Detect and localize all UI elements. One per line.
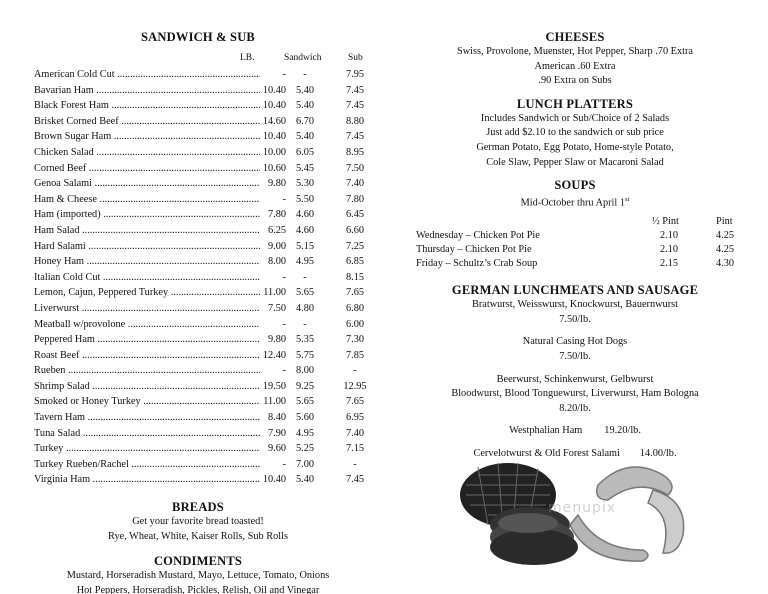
item-name: Genoa Salami ..... — [34, 176, 260, 192]
item-lb-price: 14.60 — [260, 114, 286, 130]
soup-name: Wednesday – Chicken Pot Pie — [416, 230, 540, 242]
item-lb-price: 12.40 — [260, 348, 286, 364]
item-sandwich-price: 4.60 — [295, 209, 315, 221]
item-sub-price: 6.45 — [345, 209, 365, 221]
soup-half-price: 2.15 — [660, 258, 679, 270]
cheeses-line: .90 Extra on Subs — [538, 75, 612, 87]
platters-line: Includes Sandwich or Sub/Choice of 2 Salads — [480, 112, 670, 124]
condiments-heading: CONDIMENTS — [153, 554, 243, 569]
item-name: Bavarian Ham ..... — [34, 83, 260, 99]
soup-row — [402, 229, 748, 243]
item-sandwich-price: - — [303, 69, 307, 80]
item-sub-price: 6.60 — [345, 224, 365, 236]
item-name: Ham (imported) ..... — [34, 207, 260, 223]
german-line: Bratwurst, Weisswurst, Knockwurst, Bauernwurst — [471, 299, 679, 311]
soups-season-text: Mid-October thru April 1 — [520, 197, 626, 209]
sandwich-row — [30, 394, 366, 410]
german-price: 8.20/lb. — [559, 402, 591, 414]
item-name: Ham & Cheese ..... — [34, 192, 260, 208]
item-name: Roast Beef ..... — [34, 348, 260, 364]
item-name: Liverwurst ..... — [34, 301, 260, 317]
sandwich-row — [30, 348, 366, 364]
westphalian-price: 19.20/lb. — [604, 425, 641, 437]
item-sandwich-price: 5.40 — [295, 131, 315, 143]
sandwich-row — [30, 457, 366, 473]
item-name: Virginia Ham ..... — [34, 472, 260, 488]
item-name: Honey Ham ..... — [34, 254, 260, 270]
col-lb-label: LB. — [240, 53, 255, 63]
item-name: American Cold Cut ..... — [34, 67, 260, 83]
item-sandwich-price: 5.30 — [295, 178, 315, 190]
item-sub-price: 7.45 — [345, 100, 365, 112]
item-sub-price: 7.45 — [345, 474, 365, 486]
item-name: Italian Cold Cut ..... — [34, 270, 260, 286]
sandwich-row — [30, 114, 366, 130]
soup-name: Thursday – Chicken Pot Pie — [416, 244, 532, 256]
breads-line: Get your favorite bread toasted! — [132, 516, 264, 528]
sandwich-row — [30, 363, 366, 379]
item-lb-price: 8.40 — [260, 410, 286, 426]
item-sandwich-price: 8.00 — [295, 365, 315, 377]
item-name: Lemon, Cajun, Peppered Turkey ..... — [34, 285, 260, 301]
item-sandwich-price: 4.60 — [295, 224, 315, 236]
item-sandwich-price: 5.40 — [295, 84, 315, 96]
item-lb-price: 19.50 — [260, 379, 286, 395]
item-sub-price: 6.00 — [345, 318, 365, 330]
right-column — [402, 30, 748, 462]
item-name: Peppered Ham ..... — [34, 332, 260, 348]
item-sub-price: 8.15 — [345, 271, 365, 283]
sandwich-row — [30, 145, 366, 161]
item-name: Brown Sugar Ham ..... — [34, 129, 260, 145]
item-sandwich-price: 5.65 — [295, 287, 315, 299]
item-lb-price: - — [260, 317, 286, 333]
item-name: Chicken Salad ..... — [34, 145, 260, 161]
item-sub-price: 8.95 — [345, 146, 365, 158]
item-lb-price: - — [260, 457, 286, 473]
item-sub-price: 7.30 — [345, 334, 365, 346]
item-sub-price: 7.85 — [345, 349, 365, 361]
item-sandwich-price: - — [303, 318, 307, 330]
item-lb-price: 9.80 — [260, 332, 286, 348]
soup-pint-price: 4.25 — [716, 230, 735, 242]
item-sandwich-price: 5.35 — [295, 334, 315, 346]
item-sandwich-price: 5.60 — [295, 412, 315, 424]
item-sandwich-price: 6.05 — [295, 146, 315, 158]
item-sandwich-price: 5.65 — [295, 396, 315, 408]
item-sandwich-price: 5.45 — [295, 162, 315, 174]
german-heading: GERMAN LUNCHMEATS AND SAUSAGE — [451, 283, 699, 298]
item-name: Corned Beef ..... — [34, 161, 260, 177]
sandwich-row — [30, 332, 366, 348]
item-name: Turkey Rueben/Rachel ..... — [34, 457, 260, 473]
item-lb-price: 10.40 — [260, 472, 286, 488]
sandwich-sub-heading: SANDWICH & SUB — [141, 30, 255, 44]
item-sub-price: 7.45 — [345, 131, 365, 143]
sandwich-row — [30, 223, 366, 239]
soup-row — [402, 243, 748, 257]
cheeses-line: Swiss, Provolone, Muenster, Hot Pepper, Sharp .70 Extra — [457, 46, 693, 57]
item-name: Tavern Ham ..... — [34, 410, 260, 426]
item-lb-price: 10.00 — [260, 145, 286, 161]
item-sub-price: 7.65 — [345, 287, 365, 299]
item-sandwich-price: 5.75 — [295, 349, 315, 361]
soup-name: Friday – Schultz’s Crab Soup — [416, 258, 538, 270]
item-lb-price: 10.40 — [260, 129, 286, 145]
sandwich-row — [30, 285, 366, 301]
sandwich-row — [30, 83, 366, 99]
item-sandwich-price: 5.40 — [295, 474, 315, 486]
item-sandwich-price: 5.25 — [295, 443, 315, 455]
sandwich-row — [30, 192, 366, 208]
item-name: Ham Salad ..... — [34, 223, 260, 239]
item-sub-price: 7.80 — [345, 193, 365, 205]
item-sub-price: 7.45 — [345, 84, 365, 96]
col-pint-label: Pint — [716, 216, 733, 228]
item-sub-price: - — [353, 365, 357, 377]
sandwich-row — [30, 441, 366, 457]
cervelotwurst-price: 14.00/lb. — [639, 447, 677, 459]
sandwich-row — [30, 410, 366, 426]
sandwich-row — [30, 207, 366, 223]
item-sandwich-price: 6.70 — [295, 115, 315, 127]
item-sandwich-price: 7.00 — [295, 458, 315, 470]
sandwich-row — [30, 129, 366, 145]
breads-line: Rye, Wheat, White, Kaiser Rolls, Sub Rolls — [108, 530, 288, 542]
item-sub-price: 7.65 — [345, 396, 365, 408]
item-sub-price: 7.50 — [345, 162, 365, 174]
item-sub-price: 6.95 — [345, 412, 365, 424]
soup-pint-price: 4.30 — [716, 258, 735, 270]
item-lb-price: 11.00 — [260, 285, 286, 301]
item-sub-price: - — [353, 458, 357, 470]
sandwich-row — [30, 254, 366, 270]
item-sub-price: 6.80 — [345, 302, 365, 314]
item-sandwich-price: 5.50 — [295, 193, 315, 205]
soups-heading: SOUPS — [554, 178, 596, 193]
sandwich-row — [30, 176, 366, 192]
item-lb-price: 10.40 — [260, 98, 286, 114]
soup-half-price: 2.10 — [660, 230, 679, 242]
cervelotwurst-name: Cervelotwurst & Old Forest Salami — [473, 447, 620, 459]
platters-line: German Potato, Egg Potato, Home-style Potato, — [476, 141, 674, 153]
soups-table — [402, 229, 748, 271]
sandwich-table-header — [30, 53, 366, 67]
condiments-line: Hot Peppers, Horseradish, Pickles, Relish, Oil and Vinegar — [76, 584, 320, 594]
soup-pint-price: 4.25 — [716, 244, 735, 256]
sandwich-row — [30, 161, 366, 177]
sandwich-row — [30, 67, 366, 83]
soups-season-suffix: st — [625, 196, 630, 204]
soups-season — [402, 193, 748, 211]
soup-half-price: 2.10 — [660, 244, 679, 256]
col-sub-label: Sub — [348, 53, 363, 63]
westphalian-line — [402, 424, 748, 439]
item-sandwich-price: 4.95 — [295, 427, 315, 439]
item-lb-price: 9.60 — [260, 441, 286, 457]
item-lb-price: 9.00 — [260, 239, 286, 255]
soup-row — [402, 257, 748, 271]
german-line: Natural Casing Hot Dogs — [522, 336, 628, 348]
item-sub-price: 12.95 — [343, 380, 367, 392]
item-lb-price: 10.60 — [260, 161, 286, 177]
item-sub-price: 7.40 — [345, 178, 365, 190]
item-lb-price: 7.80 — [260, 207, 286, 223]
sandwich-row — [30, 426, 366, 442]
item-sandwich-price: 5.40 — [295, 100, 315, 112]
item-lb-price: 8.00 — [260, 254, 286, 270]
sandwich-row — [30, 98, 366, 114]
item-lb-price: - — [260, 192, 286, 208]
item-sub-price: 8.80 — [345, 115, 365, 127]
item-lb-price: 7.50 — [260, 301, 286, 317]
westphalian-name: Westphalian Ham — [509, 425, 583, 437]
sandwich-row — [30, 317, 366, 333]
item-name: Shrimp Salad ..... — [34, 379, 260, 395]
item-lb-price: - — [260, 67, 286, 83]
item-name: Rueben ..... — [34, 363, 260, 379]
watermark-text: menupix — [548, 500, 617, 516]
item-sandwich-price: 4.80 — [295, 302, 315, 314]
soups-table-header — [402, 215, 748, 229]
sandwich-row — [30, 270, 366, 286]
german-price: 7.50/lb. — [559, 350, 591, 362]
sandwich-table — [30, 67, 366, 488]
item-name: Smoked or Honey Turkey ..... — [34, 394, 260, 410]
item-lb-price: - — [260, 270, 286, 286]
left-column — [30, 30, 366, 594]
col-sandwich-label: Sandwich — [284, 53, 322, 63]
item-sandwich-price: 5.15 — [295, 240, 315, 252]
item-lb-price: - — [260, 363, 286, 379]
item-sandwich-price: 4.95 — [295, 256, 315, 268]
col-half-pint-label: ½ Pint — [652, 216, 679, 228]
item-lb-price: 10.40 — [260, 83, 286, 99]
item-lb-price: 6.25 — [260, 223, 286, 239]
item-lb-price: 9.80 — [260, 176, 286, 192]
german-price: 7.50/lb. — [559, 313, 591, 325]
german-line: Beerwurst, Schinkenwurst, Gelbwurst — [496, 373, 654, 385]
sandwich-row — [30, 379, 366, 395]
item-name: Turkey ..... — [34, 441, 260, 457]
sandwich-row — [30, 472, 366, 488]
item-lb-price: 11.00 — [260, 394, 286, 410]
item-name: Hard Salami ..... — [34, 239, 260, 255]
item-name: Tuna Salad ..... — [34, 426, 260, 442]
item-sub-price: 6.85 — [345, 256, 365, 268]
item-name: Black Forest Ham ..... — [34, 98, 260, 114]
sandwich-row — [30, 239, 366, 255]
item-name: Meatball w/provolone ..... — [34, 317, 260, 333]
platters-line: Cole Slaw, Pepper Slaw or Macaroni Salad — [486, 156, 664, 168]
german-line: Bloodwurst, Blood Tonguewurst, Liverwurst, Ham Bologna — [451, 388, 699, 400]
item-lb-price: 7.90 — [260, 426, 286, 442]
condiments-line: Mustard, Horseradish Mustard, Mayo, Lettuce, Tomato, Onions — [66, 570, 330, 582]
item-sub-price: 7.40 — [345, 427, 365, 439]
item-sandwich-price: 9.25 — [295, 380, 315, 392]
item-sandwich-price: - — [303, 271, 307, 283]
cheeses-line: American .60 Extra — [534, 60, 616, 72]
sandwich-row — [30, 301, 366, 317]
item-name: Brisket Corned Beef ..... — [34, 114, 260, 130]
platters-line: Just add $2.10 to the sandwich or sub price — [486, 127, 664, 139]
item-sub-price: 7.15 — [345, 443, 365, 455]
lunch-platters-heading: LUNCH PLATTERS — [516, 96, 634, 111]
item-sub-price: 7.25 — [345, 240, 365, 252]
breads-heading: BREADS — [172, 500, 224, 515]
cheeses-heading: CHEESES — [545, 30, 605, 44]
item-sub-price: 7.95 — [345, 69, 365, 80]
